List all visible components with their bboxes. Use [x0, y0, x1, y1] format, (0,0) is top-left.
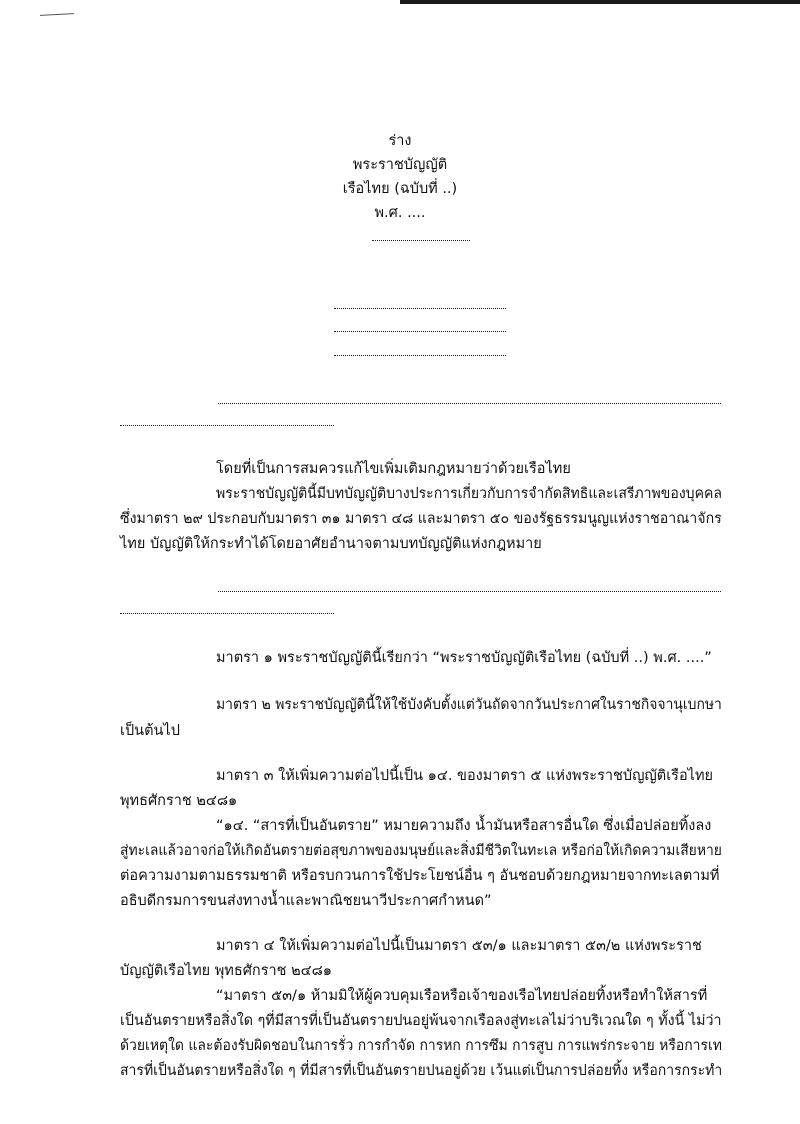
section-1: มาตรา ๑ พระราชบัญญัตินี้เรียกว่า “พระราชบัญญัติเรือไทย (ฉบับที่ ..) พ.ศ. ....”: [216, 650, 712, 666]
title-divider: [372, 240, 470, 241]
section-3-quote: ต่อความงามตามธรรมชาติ หรือรบกวนการใช้ประโยชน์อื่น ๆ อันชอบด้วยกฎหมายจากทะเลตามที่: [120, 868, 720, 884]
section-2-line: เป็นต้นไป: [120, 723, 180, 739]
preamble-line: ไทย บัญญัติให้กระทำได้โดยอาศัยอำนาจตามบทบัญญัติแห่งกฎหมาย: [120, 536, 542, 552]
section-4-quote: สารที่เป็นอันตรายหรือสิ่งใด ๆ ที่มีสารที่เป็นอันตรายปนอยู่ด้วย เว้นแต่เป็นการปล่อยทิ้ง หรือการกระทำ: [120, 1063, 723, 1079]
section-2-line: มาตรา ๒ พระราชบัญญัตินี้ให้ใช้บังคับตั้งแต่วันถัดจากวันประกาศในราชกิจจานุเบกษา: [216, 697, 722, 713]
scan-artifact-mark: [40, 13, 74, 16]
section-4-quote: เป็นอันตรายหรือสิ่งใด ๆที่มีสารที่เป็นอันตรายปนอยู่พ้นจากเรือลงสู่ทะเลไม่ว่าบริเวณใด ๆ ทั้งนี้ ไม่ว่า: [120, 1013, 722, 1029]
section-4-quote: “มาตรา ๕๓/๑ ห้ามมิให้ผู้ควบคุมเรือหรือเจ้าของเรือไทยปล่อยทิ้งหรือทำให้สารที่: [216, 988, 708, 1004]
blank-line: [218, 591, 721, 592]
section-3-quote: สู่ทะเลแล้วอาจก่อให้เกิดอันตรายต่อสุขภาพของมนุษย์และสิ่งมีชีวิตในทะเล หรือก่อให้เกิดความเสียหาย: [120, 843, 722, 859]
scan-artifact-edge: [400, 0, 800, 4]
blank-line: [334, 308, 506, 309]
blank-line: [218, 403, 721, 404]
preamble-paragraph: โดยที่เป็นการสมควรแก้ไขเพิ่มเติมกฎหมายว่าด้วยเรือไทย: [216, 461, 571, 477]
section-3-quote: อธิบดีกรมการขนส่งทางน้ำและพาณิชยนาวีประกาศกำหนด”: [120, 893, 492, 909]
blank-line: [120, 425, 334, 426]
draft-label: ร่าง: [388, 133, 412, 149]
section-3-line: มาตรา ๓ ให้เพิ่มความต่อไปนี้เป็น ๑๔. ของมาตรา ๕ แห่งพระราชบัญญัติเรือไทย: [216, 768, 714, 784]
section-4-quote: ด้วยเหตุใด และต้องรับผิดชอบในการรั่ว การกำจัด การหก การซึม การสูบ การแพร่กระจาย หรือการเท: [120, 1038, 722, 1054]
preamble-line: ซึ่งมาตรา ๒๙ ประกอบกับมาตรา ๓๑ มาตรา ๔๘ และมาตรา ๕๐ ของรัฐธรรมนูญแห่งราชอาณาจักร: [120, 511, 722, 527]
act-year: พ.ศ. ....: [374, 205, 426, 221]
act-name: เรือไทย (ฉบับที่ ..): [342, 181, 458, 197]
blank-line: [120, 613, 334, 614]
section-3-quote: “๑๔. “สารที่เป็นอันตราย” หมายความถึง น้ำมันหรือสารอื่นใด ซึ่งเมื่อปล่อยทิ้งลง: [216, 818, 712, 834]
section-3-line: พุทธศักราช ๒๔๘๑: [120, 793, 238, 809]
blank-line: [334, 331, 506, 332]
preamble-line: พระราชบัญญัตินี้มีบทบัญญัติบางประการเกี่ยวกับการจำกัดสิทธิและเสรีภาพของบุคคล: [216, 486, 722, 502]
section-4-line: บัญญัติเรือไทย พุทธศักราช ๒๔๘๑: [120, 963, 332, 979]
blank-line: [334, 355, 506, 356]
act-label: พระราชบัญญัติ: [352, 157, 448, 173]
section-4-line: มาตรา ๔ ให้เพิ่มความต่อไปนี้เป็นมาตรา ๕๓/๑ และมาตรา ๕๓/๒ แห่งพระราช: [216, 938, 702, 954]
